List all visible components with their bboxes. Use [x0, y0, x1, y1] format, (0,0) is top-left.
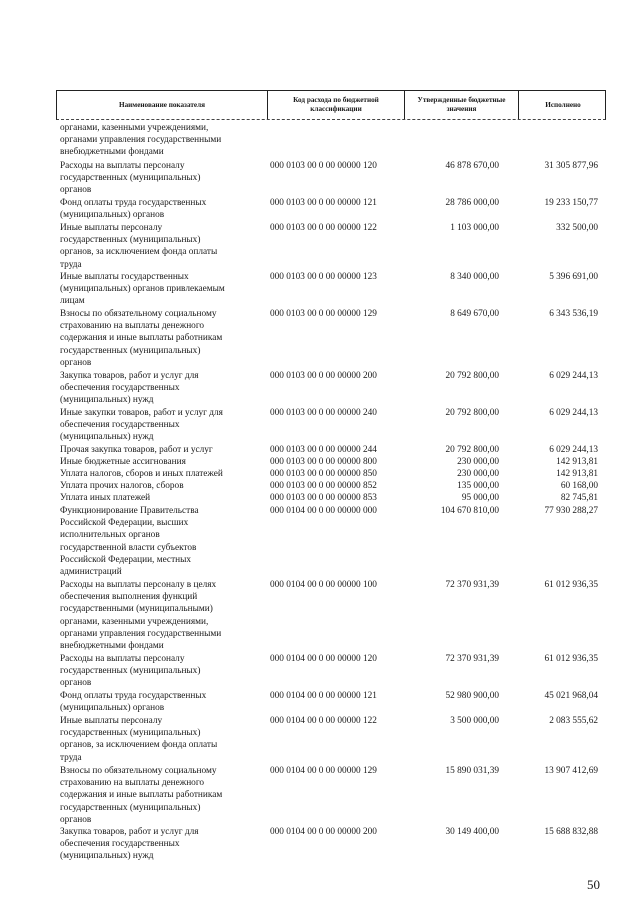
row-approved: 230 000,00	[457, 469, 499, 479]
row-executed: 19 233 150,77	[544, 198, 598, 208]
row-name: органами, казенными учреждениями, органами управления государственными внебюджетными фондами	[60, 123, 222, 158]
row-approved: 135 000,00	[457, 481, 499, 491]
row-name: Закупка товаров, работ и услуг для обеспечения государственных (муниципальных) нужд	[60, 827, 199, 862]
row-approved: 230 000,00	[457, 457, 499, 467]
row-name: Иные выплаты персоналу государственных (муниципальных) органов, за исключением фонда оплаты труда	[60, 716, 218, 763]
row-approved: 95 000,00	[461, 493, 499, 503]
row-code: 000 0103 00 0 00 00000 853	[270, 493, 377, 503]
row-code: 000 0104 00 0 00 00000 100	[270, 580, 377, 590]
row-executed: 31 305 877,96	[544, 161, 598, 171]
row-code: 000 0104 00 0 00 00000 121	[270, 691, 377, 701]
row-approved: 104 670 810,00	[440, 506, 499, 516]
row-code: 000 0103 00 0 00 00000 850	[270, 469, 377, 479]
row-executed: 60 168,00	[560, 481, 598, 491]
row-code: 000 0103 00 0 00 00000 120	[270, 161, 377, 171]
row-code: 000 0104 00 0 00 00000 129	[270, 766, 377, 776]
row-name: Фонд оплаты труда государственных (муниципальных) органов	[60, 691, 207, 714]
row-approved: 20 792 800,00	[445, 445, 499, 455]
row-approved: 8 649 670,00	[450, 309, 499, 319]
row-executed: 5 396 691,00	[549, 272, 598, 282]
row-executed: 2 083 555,62	[549, 716, 598, 726]
row-approved: 1 103 000,00	[450, 223, 499, 233]
row-executed: 15 688 832,88	[544, 827, 598, 837]
row-code: 000 0103 00 0 00 00000 121	[270, 198, 377, 208]
row-approved: 30 149 400,00	[445, 827, 499, 837]
row-code: 000 0103 00 0 00 00000 129	[270, 309, 377, 319]
row-executed: 142 913,81	[556, 457, 598, 467]
row-code: 000 0103 00 0 00 00000 800	[270, 457, 377, 467]
row-approved: 46 878 670,00	[445, 161, 499, 171]
row-approved: 8 340 000,00	[450, 272, 499, 282]
row-approved: 28 786 000,00	[445, 198, 499, 208]
row-name: Уплата налогов, сборов и иных платежей	[60, 469, 223, 479]
row-code: 000 0103 00 0 00 00000 122	[270, 223, 377, 233]
row-executed: 61 012 936,35	[544, 654, 598, 664]
row-name: Иные выплаты персоналу государственных (муниципальных) органов, за исключением фонда оплаты труда	[60, 223, 218, 270]
row-name: Прочая закупка товаров, работ и услуг	[60, 445, 213, 455]
row-executed: 6 029 244,13	[549, 408, 598, 418]
page-number: 50	[587, 877, 600, 892]
row-code: 000 0104 00 0 00 00000 000	[270, 506, 377, 516]
row-approved: 20 792 800,00	[445, 408, 499, 418]
row-code: 000 0103 00 0 00 00000 244	[270, 445, 377, 455]
row-code: 000 0104 00 0 00 00000 200	[270, 827, 377, 837]
row-code: 000 0104 00 0 00 00000 122	[270, 716, 377, 726]
row-executed: 13 907 412,69	[544, 766, 598, 776]
row-executed: 77 930 288,27	[544, 506, 598, 516]
row-approved: 20 792 800,00	[445, 371, 499, 381]
row-name: Иные закупки товаров, работ и услуг для обеспечения государственных (муниципальных) нужд	[60, 408, 223, 443]
table-header	[56, 90, 606, 120]
row-code: 000 0103 00 0 00 00000 852	[270, 481, 377, 491]
row-executed: 45 021 968,04	[544, 691, 598, 701]
row-code: 000 0103 00 0 00 00000 200	[270, 371, 377, 381]
row-approved: 72 370 931,39	[445, 580, 499, 590]
header-name: Наименование показателя	[57, 91, 268, 119]
row-approved: 3 500 000,00	[450, 716, 499, 726]
row-name: Уплата иных платежей	[60, 493, 151, 503]
row-executed: 6 343 536,19	[549, 309, 598, 319]
row-executed: 142 913,81	[556, 469, 598, 479]
header-approved: Утвержденные бюджетные значения	[405, 91, 519, 119]
row-name: Расходы на выплаты персоналу государственных (муниципальных) органов	[60, 161, 201, 196]
row-name: Уплата прочих налогов, сборов	[60, 481, 184, 491]
row-name: Фонд оплаты труда государственных (муниципальных) органов	[60, 198, 207, 221]
header-code: Код расхода по бюджетной классификации	[268, 91, 405, 119]
row-executed: 6 029 244,13	[549, 445, 598, 455]
row-approved: 52 980 900,00	[445, 691, 499, 701]
row-name: Иные бюджетные ассигнования	[60, 457, 186, 467]
row-name: Расходы на выплаты персоналу государственных (муниципальных) органов	[60, 654, 201, 689]
header-executed: Исполнено	[545, 100, 581, 109]
row-name: Взносы по обязательному социальному страхованию на выплаты денежного содержания и иные выплаты работникам государственных (муниципальных) органов	[60, 309, 223, 368]
row-code: 000 0103 00 0 00 00000 123	[270, 272, 377, 282]
row-approved: 15 890 031,39	[445, 766, 499, 776]
row-code: 000 0104 00 0 00 00000 120	[270, 654, 377, 664]
row-executed: 6 029 244,13	[549, 371, 598, 381]
row-name: Функционирование Правительства Российской Федерации, высших исполнительных органов государственной власти субъектов Российской Федерации, местных администраций	[60, 506, 199, 578]
row-name: Закупка товаров, работ и услуг для обеспечения государственных (муниципальных) нужд	[60, 371, 199, 406]
row-executed: 82 745,81	[560, 493, 598, 503]
row-approved: 72 370 931,39	[445, 654, 499, 664]
row-code: 000 0103 00 0 00 00000 240	[270, 408, 377, 418]
row-name: Иные выплаты государственных (муниципальных) органов привлекаемым лицам	[60, 272, 225, 307]
row-name: Взносы по обязательному социальному страхованию на выплаты денежного содержания и иные выплаты работникам государственных (муниципальных) органов	[60, 766, 223, 825]
row-executed: 61 012 936,35	[544, 580, 598, 590]
row-executed: 332 500,00	[556, 223, 598, 233]
row-name: Расходы на выплаты персоналу в целях обеспечения выполнения функций государственными (муниципальными) органами, казенными учреждениями, органами управления государственными внебюджетными фондами	[60, 580, 222, 652]
